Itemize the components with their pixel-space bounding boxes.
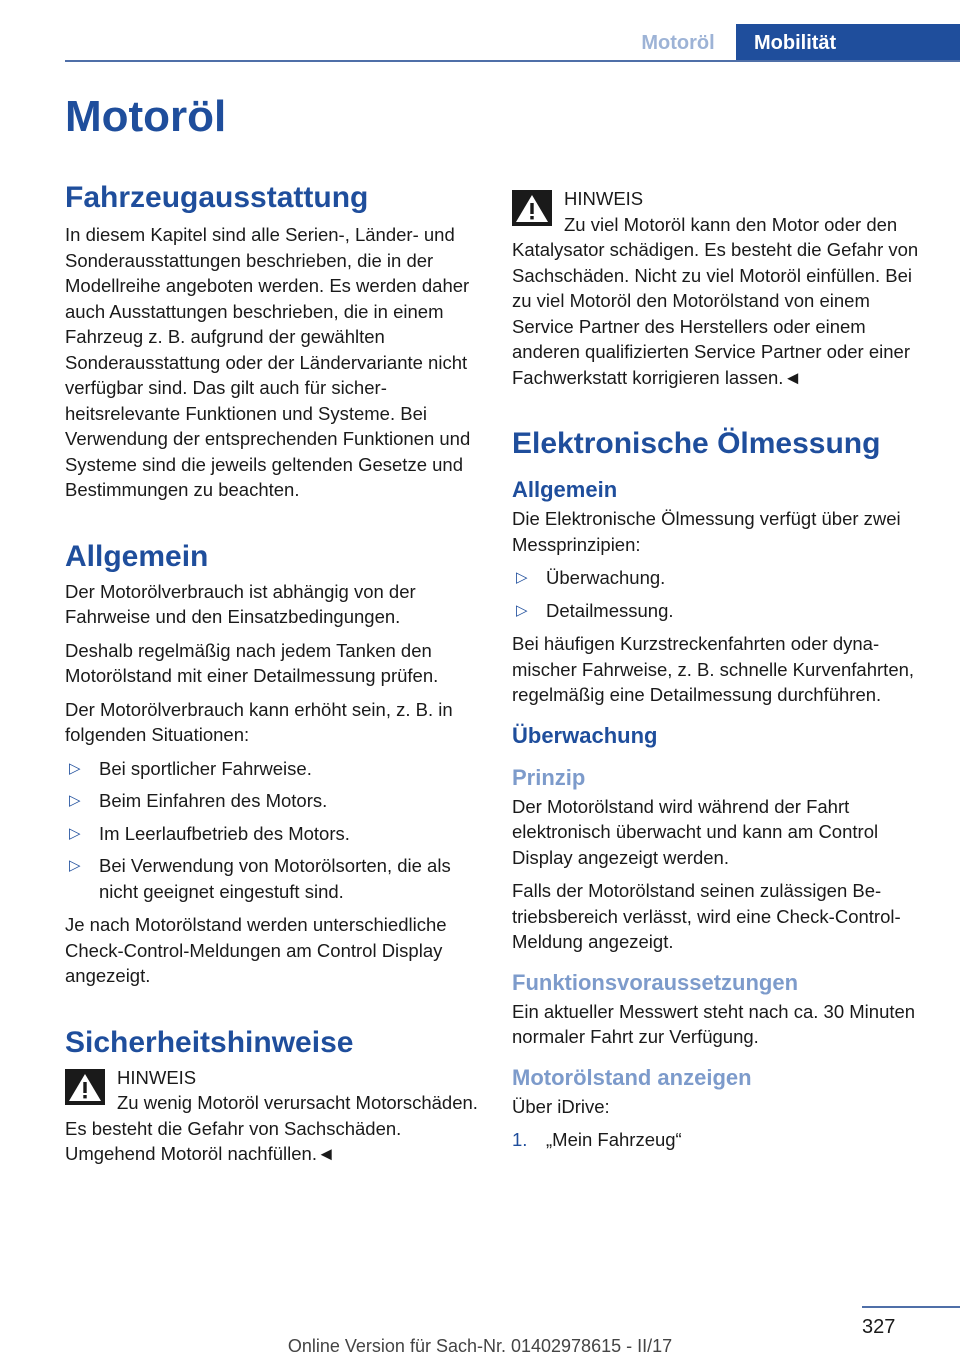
warning-title: HINWEIS xyxy=(564,188,644,209)
bullet-triangle-icon: ▷ xyxy=(516,569,528,586)
bullet-triangle-icon: ▷ xyxy=(69,759,81,777)
list-item xyxy=(65,821,480,847)
bullet-triangle-icon: ▷ xyxy=(516,601,528,619)
left-column xyxy=(65,180,480,1175)
footer-note: Online Version für Sach-Nr. 01402978615 - II/17 xyxy=(287,1336,673,1356)
requirements-text: Ein aktueller Messwert steht nach ca. 30 Minuten normaler Fahrt zur Verfügung. xyxy=(512,1000,916,1047)
display-oil-heading: Motorölstand anzeigen xyxy=(512,1064,752,1090)
bullet-triangle-icon: ▷ xyxy=(69,857,81,874)
principle-paragraph-2: Falls der Motorölstand seinen zulässigen Betriebsbereich verlässt, wird eine Check-Control-Meldung angezeigt. xyxy=(512,880,901,952)
warning-box-1 xyxy=(65,1065,480,1167)
header-section-tab: Motoröl xyxy=(641,31,715,54)
list-item xyxy=(512,598,927,624)
principle-heading: Prinzip xyxy=(512,764,586,790)
steps-list xyxy=(512,1127,927,1153)
step-number: 1. xyxy=(512,1129,528,1150)
general-paragraph-1: Der Motorölverbrauch ist abhängig von der Fahrweise und den Einsatzbedingungen. xyxy=(65,580,416,627)
requirements-heading: Funktionsvoraussetzungen xyxy=(512,969,799,995)
list-item xyxy=(512,565,927,591)
warning-text: Zu wenig Motoröl verursacht Motorschäden. Es besteht die Gefahr von Sachschäden. Umgehend Motoröl nachfüllen.◄ xyxy=(65,1092,478,1164)
list-item xyxy=(65,853,480,904)
bullet-triangle-icon: ▷ xyxy=(69,792,81,809)
principles-list xyxy=(512,565,927,623)
header-chapter-tab: Mobilität xyxy=(736,24,960,62)
general-paragraph-4: Je nach Motorölstand werden unterschiedliche Check-Control-Meldungen am Control Display angezeigt. xyxy=(65,914,447,986)
general-heading: Allgemein xyxy=(65,539,209,573)
display-oil-text: Über iDrive: xyxy=(512,1095,610,1117)
equipment-heading: Fahrzeugausstattung xyxy=(65,181,369,214)
page-number: 327 xyxy=(862,1316,896,1338)
situations-list xyxy=(65,756,480,905)
general-paragraph-3: Der Motorölverbrauch kann erhöht sein, z. B. in folgenden Situationen: xyxy=(65,698,453,745)
el-general-heading: Allgemein xyxy=(512,477,618,502)
bullet-triangle-icon: ▷ xyxy=(69,824,81,842)
header-rule xyxy=(65,60,960,62)
safety-heading: Sicherheitshinweise xyxy=(65,1025,354,1059)
el-general-paragraph-2: Bei häufigen Kurzstreckenfahrten oder dynamischer Fahrweise, z. B. schnelle Kurvenfahrten, regelmäßig eine Detailmessung durchführen. xyxy=(512,633,915,705)
list-item-text: Detailmessung. xyxy=(546,599,674,621)
warning-box-2 xyxy=(512,186,927,390)
warning-title: HINWEIS xyxy=(117,1066,197,1088)
list-item-text: Beim Einfahren des Motors. xyxy=(99,790,328,811)
electronic-oil-heading: Elektronische Ölmessung xyxy=(512,427,881,460)
list-item xyxy=(512,1127,927,1153)
step-text: „Mein Fahrzeug“ xyxy=(546,1129,682,1150)
right-column xyxy=(512,186,927,1161)
list-item-text: Im Leerlaufbetrieb des Motors. xyxy=(99,822,350,844)
principle-paragraph-1: Der Motorölstand wird während der Fahrt elektronisch überwacht und kann am Control Display angezeigt werden. xyxy=(512,795,879,868)
list-item-text: Bei Verwendung von Motorölsorten, die als nicht geeignet eingestuft sind. xyxy=(99,855,451,902)
warning-triangle-icon xyxy=(65,1069,105,1105)
el-general-text: Die Elektronische Ölmessung verfügt über zwei Messprinzipien: xyxy=(512,508,901,555)
list-item xyxy=(65,756,480,782)
list-item-text: Bei sportlicher Fahrweise. xyxy=(99,757,312,779)
list-item-text: Überwachung. xyxy=(546,567,666,588)
list-item xyxy=(65,788,480,814)
footer-rule xyxy=(862,1306,960,1308)
equipment-text: In diesem Kapitel sind alle Serien-, Länder- und Sonderausstattungen beschrieben, die in der Modellreihe angeboten werden. Es werden daher auch Ausstattungen beschrieben, die in einem Fahrzeug z. B. aufgrund der gewählten Sonderausstattung oder der Ländervariante nicht verfügbar sind. Das gilt auch für sicherheitsrelevante Funktionen und Systeme. Bei Verwendung der entsprechenden Funktionen und Systeme sind die jeweils geltenden Gesetze und Bestimmungen zu beachten. xyxy=(65,224,471,500)
warning-text: Zu viel Motoröl kann den Motor oder den Katalysator schädigen. Es besteht die Gefahr von Sachschäden. Nicht zu viel Motoröl einfüllen. Bei zu viel Motoröl den Motorölstand von einem Service Partner des Herstellers oder einem anderen qualifizierten Service Partner oder einer Fachwerkstatt korrigieren lassen.◄ xyxy=(512,213,919,388)
page-title: Motoröl xyxy=(65,92,227,141)
general-paragraph-2: Deshalb regelmäßig nach jedem Tanken den Motorölstand mit einer Detailmessung prüfen. xyxy=(65,639,439,686)
warning-triangle-icon xyxy=(512,190,552,226)
monitoring-heading: Überwachung xyxy=(512,722,658,748)
